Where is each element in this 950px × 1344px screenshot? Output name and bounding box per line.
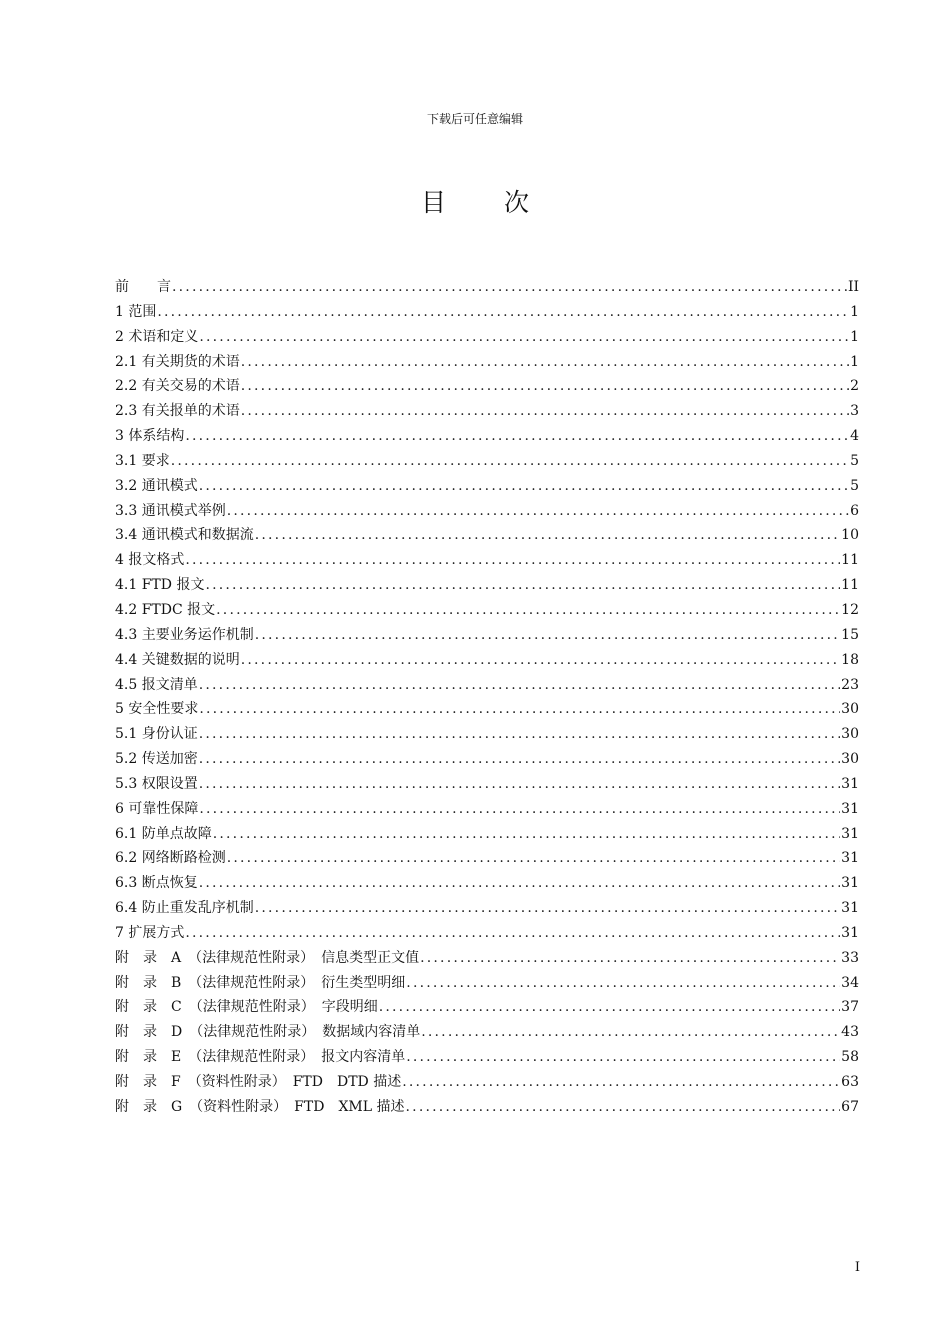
dot-leader xyxy=(227,848,840,868)
toc-entry-appendix-a[interactable] xyxy=(115,948,859,973)
toc-entry-page: 6 xyxy=(850,502,859,519)
toc-entry-page: 43 xyxy=(841,1024,859,1041)
toc-entry-label: 4.2 FTDC 报文 xyxy=(115,601,216,618)
toc-entry-page: 31 xyxy=(841,825,859,842)
toc-entry-appendix-e[interactable] xyxy=(115,1047,859,1072)
dot-leader xyxy=(255,625,840,645)
toc-entry-5[interactable] xyxy=(115,699,859,724)
toc-entry-page: 31 xyxy=(841,800,859,817)
header-note: 下载后可任意编辑 xyxy=(426,112,523,126)
toc-entry-6-4[interactable] xyxy=(115,898,859,923)
dot-leader xyxy=(241,650,840,670)
dot-leader xyxy=(402,1072,840,1092)
dot-leader xyxy=(241,352,849,372)
toc-entry-4-5[interactable] xyxy=(115,675,859,700)
toc-entry-page: 15 xyxy=(841,626,859,643)
toc-entry-label: 3.2 通讯模式 xyxy=(115,477,198,494)
dot-leader xyxy=(241,376,849,396)
dot-leader xyxy=(199,749,840,769)
toc-entry-page: 5 xyxy=(850,477,859,494)
toc-entry-label: 附 录 G （资料性附录） FTD XML 描述 xyxy=(115,1098,405,1115)
toc-entry-page: 67 xyxy=(841,1098,859,1115)
toc-entry-appendix-d[interactable] xyxy=(115,1022,859,1047)
toc-entry-3-1[interactable] xyxy=(115,451,859,476)
dot-leader xyxy=(199,476,849,496)
toc-entry-label: 附 录 F （资料性附录） FTD DTD 描述 xyxy=(115,1074,402,1090)
dot-leader xyxy=(199,327,849,347)
toc-entry-page: 11 xyxy=(841,552,859,569)
dot-leader xyxy=(406,1097,841,1117)
toc-entry-1[interactable] xyxy=(115,302,859,327)
dot-leader xyxy=(255,898,840,918)
toc-entry-page: 63 xyxy=(841,1074,859,1090)
toc-entry-page: 31 xyxy=(841,875,859,892)
toc-entry-page: 33 xyxy=(841,949,859,966)
toc-entry-page: 23 xyxy=(841,676,859,693)
toc-entry-label: 5.3 权限设置 xyxy=(115,775,198,792)
toc-entry-2[interactable] xyxy=(115,327,859,352)
dot-leader xyxy=(199,774,840,794)
toc-entry-page: 1 xyxy=(850,303,859,320)
toc-entry-5-1[interactable] xyxy=(115,724,859,749)
toc-title xyxy=(0,186,950,220)
toc-entry-label: 附 录 C （法律规范性附录） 字段明细 xyxy=(115,999,378,1016)
toc-entry-label: 2.2 有关交易的术语 xyxy=(115,378,240,395)
toc-entry-label: 4.3 主要业务运作机制 xyxy=(115,626,254,643)
toc-entry-label: 5 安全性要求 xyxy=(115,701,199,718)
page-number: I xyxy=(854,1260,860,1275)
dot-leader xyxy=(420,948,840,968)
dot-leader xyxy=(213,824,840,844)
toc-entry-label: 6 可靠性保障 xyxy=(115,800,199,817)
toc-entry-label: 附 录 D （法律规范性附录） 数据域内容清单 xyxy=(115,1024,421,1041)
dot-leader xyxy=(199,675,840,695)
toc-entry-label: 4.5 报文清单 xyxy=(115,676,198,693)
dot-leader xyxy=(172,277,847,297)
dot-leader xyxy=(406,1047,840,1067)
table-of-contents xyxy=(115,277,859,1122)
toc-entry-page: 4 xyxy=(850,428,859,445)
toc-entry-5-3[interactable] xyxy=(115,774,859,799)
toc-entry-3-2[interactable] xyxy=(115,476,859,501)
toc-entry-page: 31 xyxy=(841,775,859,792)
dot-leader xyxy=(199,724,840,744)
toc-entry-6-1[interactable] xyxy=(115,824,859,849)
toc-entry-page: 1 xyxy=(850,353,859,370)
toc-entry-page: 18 xyxy=(841,651,859,668)
toc-entry-label: 6.1 防单点故障 xyxy=(115,825,212,842)
dot-leader xyxy=(255,525,840,545)
toc-entry-label: 2 术语和定义 xyxy=(115,328,199,345)
toc-entry-label: 6.4 防止重发乱序机制 xyxy=(115,900,254,917)
toc-entry-page: 31 xyxy=(841,924,859,941)
toc-entry-3-3[interactable] xyxy=(115,501,859,526)
toc-entry-label: 6.3 断点恢复 xyxy=(115,875,198,892)
dot-leader xyxy=(185,426,849,446)
toc-entry-4[interactable] xyxy=(115,550,859,575)
toc-entry-label: 5.2 传送加密 xyxy=(115,751,198,768)
dot-leader xyxy=(199,799,840,819)
dot-leader xyxy=(205,575,840,595)
toc-entry-6-2[interactable] xyxy=(115,848,859,873)
toc-entry-label: 5.1 身份认证 xyxy=(115,726,198,743)
toc-entry-page: 30 xyxy=(841,726,859,743)
dot-leader xyxy=(199,873,840,893)
dot-leader xyxy=(199,699,840,719)
toc-entry-page: 37 xyxy=(841,999,859,1016)
toc-entry-4-4[interactable] xyxy=(115,650,859,675)
toc-entry-label: 4.4 关键数据的说明 xyxy=(115,651,240,668)
toc-entry-label: 4.1 FTD 报文 xyxy=(115,577,205,594)
toc-entry-4-3[interactable] xyxy=(115,625,859,650)
toc-entry-page: 58 xyxy=(841,1049,859,1066)
toc-entry-appendix-f[interactable] xyxy=(115,1072,859,1097)
dot-leader xyxy=(185,923,840,943)
toc-entry-6-3[interactable] xyxy=(115,873,859,898)
toc-entry-6[interactable] xyxy=(115,799,859,824)
dot-leader xyxy=(171,451,849,471)
toc-entry-page: 12 xyxy=(841,601,859,618)
toc-entry-page: 30 xyxy=(841,701,859,718)
toc-entry-label: 3 体系结构 xyxy=(115,428,185,445)
toc-entry-appendix-c[interactable] xyxy=(115,997,859,1022)
toc-entry-page: 10 xyxy=(841,527,859,544)
toc-entry-page: 31 xyxy=(841,850,859,867)
toc-entry-label: 3.4 通讯模式和数据流 xyxy=(115,527,254,544)
toc-title-second-char: 次 xyxy=(504,188,530,217)
toc-entry-label: 7 扩展方式 xyxy=(115,924,185,941)
dot-leader xyxy=(406,973,840,993)
toc-entry-label: 3.3 通讯模式举例 xyxy=(115,502,226,519)
toc-entry-7[interactable] xyxy=(115,923,859,948)
toc-entry-3[interactable] xyxy=(115,426,859,451)
dot-leader xyxy=(227,501,849,521)
toc-entry-page: 11 xyxy=(841,577,859,594)
toc-entry-3-4[interactable] xyxy=(115,525,859,550)
toc-entry-label: 附 录 A （法律规范性附录） 信息类型正文值 xyxy=(115,949,420,966)
dot-leader xyxy=(216,600,840,620)
dot-leader xyxy=(185,550,840,570)
toc-entry-label: 2.3 有关报单的术语 xyxy=(115,403,240,420)
dot-leader xyxy=(421,1022,840,1042)
toc-entry-label: 附 录 B （法律规范性附录） 衍生类型明细 xyxy=(115,974,406,991)
toc-entry-preface[interactable] xyxy=(115,277,859,302)
toc-entry-label: 1 范围 xyxy=(115,303,157,320)
toc-entry-page: 2 xyxy=(850,378,859,395)
toc-entry-4-1[interactable] xyxy=(115,575,859,600)
toc-entry-appendix-b[interactable] xyxy=(115,973,859,998)
toc-entry-page: 34 xyxy=(841,974,859,991)
toc-entry-page: 3 xyxy=(850,403,859,420)
toc-entry-appendix-g[interactable] xyxy=(115,1097,859,1122)
toc-entry-label: 2.1 有关期货的术语 xyxy=(115,353,240,370)
toc-entry-2-2[interactable] xyxy=(115,376,859,401)
toc-entry-label: 4 报文格式 xyxy=(115,552,185,569)
dot-leader xyxy=(379,997,840,1017)
dot-leader xyxy=(241,401,849,421)
toc-entry-page: 30 xyxy=(841,751,859,768)
toc-entry-page: 5 xyxy=(850,452,859,469)
toc-title-first-char: 目 xyxy=(420,188,446,217)
toc-entry-5-2[interactable] xyxy=(115,749,859,774)
toc-entry-page: 31 xyxy=(841,900,859,917)
toc-entry-2-1[interactable] xyxy=(115,352,859,377)
toc-entry-4-2[interactable] xyxy=(115,600,859,625)
toc-entry-label: 6.2 网络断路检测 xyxy=(115,850,226,867)
toc-entry-label: 3.1 要求 xyxy=(115,452,170,469)
toc-entry-label: 附 录 E （法律规范性附录） 报文内容清单 xyxy=(115,1049,406,1066)
toc-entry-2-3[interactable] xyxy=(115,401,859,426)
dot-leader xyxy=(157,302,849,322)
toc-entry-page: 1 xyxy=(850,328,859,345)
toc-entry-page: II xyxy=(847,279,859,295)
toc-entry-label: 前 言 xyxy=(115,279,171,295)
